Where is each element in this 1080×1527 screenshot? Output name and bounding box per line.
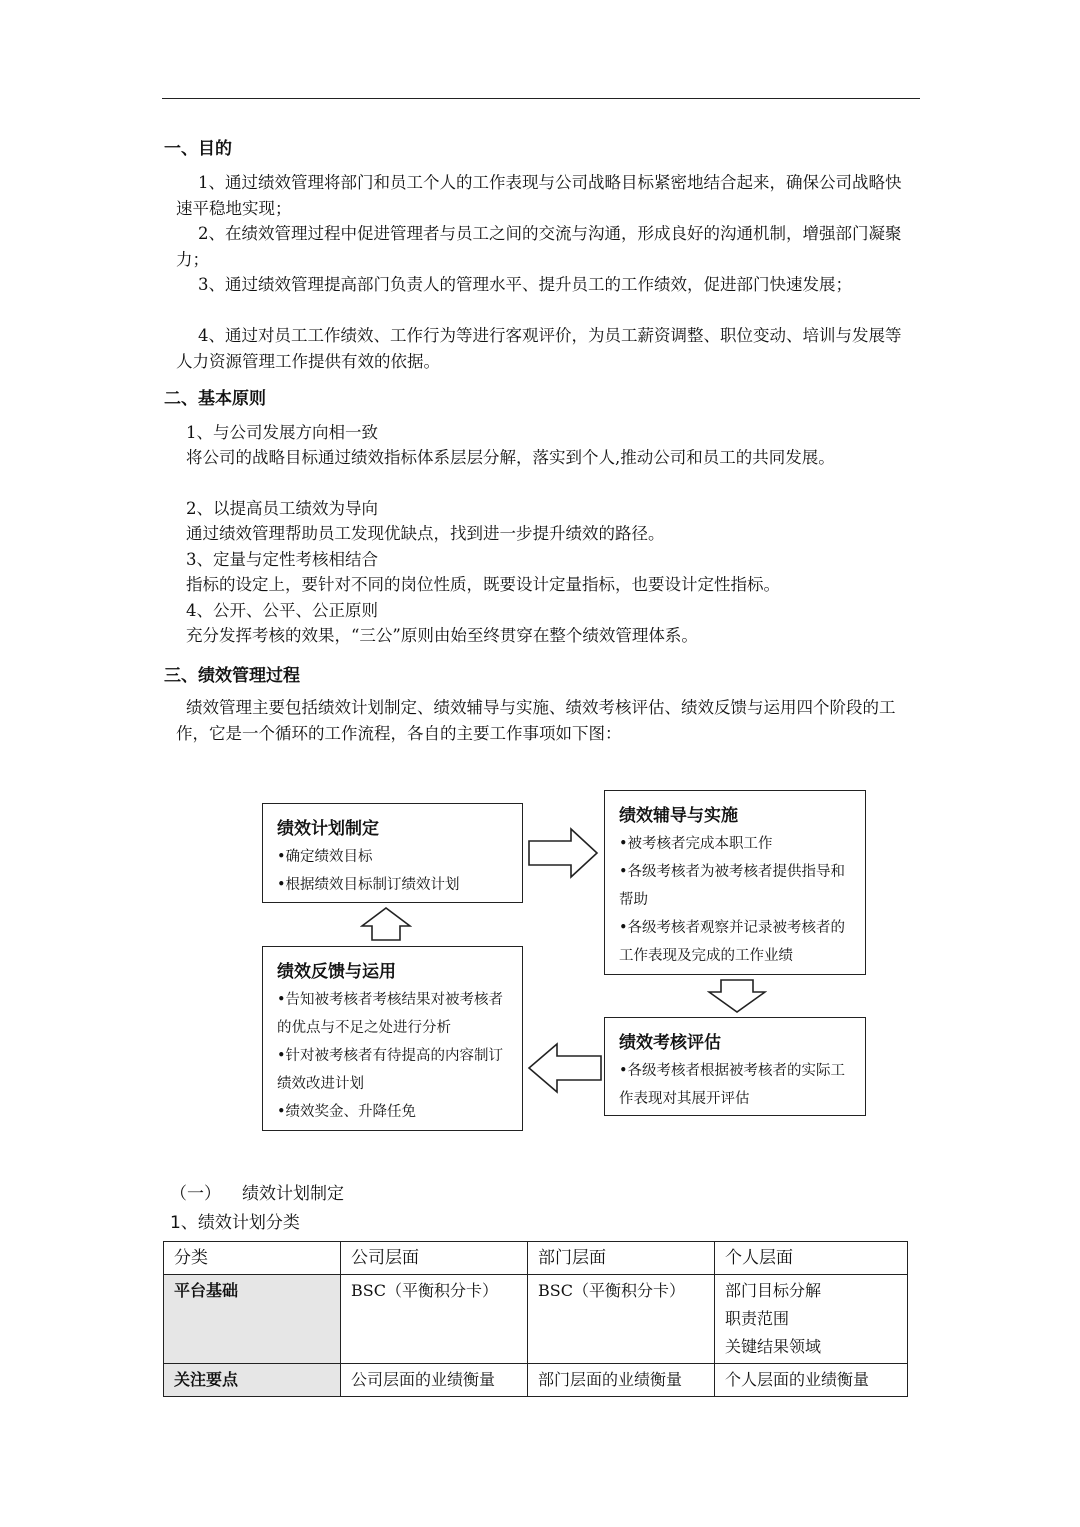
table-cell: [341, 1364, 528, 1397]
table-cell-line: 职责范围: [725, 1309, 790, 1328]
subsection-item: 1、绩效计划分类: [170, 1213, 300, 1233]
subsection-number: （一）: [170, 1184, 221, 1204]
principle-1-body: 将公司的战略目标通过绩效指标体系层层分解，落实到个人,推动公司和员工的共同发展。: [186, 448, 835, 467]
flow-box-assess-item: •各级考核者根据被考核者的实际工作表现对其展开评估: [619, 1063, 846, 1107]
table-cell: [341, 1275, 528, 1364]
arrow-left-icon: [527, 1042, 603, 1094]
flow-box-plan-title: 绩效计划制定: [277, 819, 379, 839]
section-title-process: 三、绩效管理过程: [164, 666, 300, 686]
flow-box-assess-title: 绩效考核评估: [619, 1033, 721, 1053]
arrow-down-icon: [707, 978, 767, 1014]
principle-3-body: 指标的设定上，要针对不同的岗位性质，既要设计定量指标，也要设计定性指标。: [186, 575, 780, 594]
process-intro: 绩效管理主要包括绩效计划制定、绩效辅导与实施、绩效考核评估、绩效反馈与运用四个阶段的工作，它是一个循环的工作流程，各自的主要工作事项如下图：: [176, 698, 896, 743]
flow-box-plan: [262, 803, 523, 903]
purpose-item-1: 1、通过绩效管理将部门和员工个人的工作表现与公司战略目标紧密地结合起来，确保公司战略快速平稳地实现；: [176, 173, 902, 218]
table-header-cell: 部门层面: [528, 1242, 715, 1275]
principle-3-head: 3、定量与定性考核相结合: [186, 550, 378, 569]
principle-2-body: 通过绩效管理帮助员工发现优缺点，找到进一步提升绩效的路径。: [186, 524, 665, 543]
table-row-label: 平台基础: [164, 1275, 341, 1364]
table-cell-line: 部门目标分解: [725, 1281, 822, 1300]
table-cell-line: 关键结果领域: [725, 1337, 822, 1356]
table-header-cell: 分类: [164, 1242, 341, 1275]
flow-box-feedback-item: •告知被考核者考核结果对被考核者的优点与不足之处进行分析: [277, 992, 504, 1036]
section-title-purpose: 一、目的: [164, 139, 232, 159]
header-rule: [162, 98, 920, 99]
arrow-right-icon: [527, 827, 599, 879]
principle-4-head: 4、公开、公平、公正原则: [186, 601, 378, 620]
subsection-title: 绩效计划制定: [242, 1184, 344, 1204]
table-header-row: [164, 1242, 908, 1275]
table-row: [164, 1364, 908, 1397]
section-title-principles: 二、基本原则: [164, 389, 266, 409]
table-cell: [528, 1275, 715, 1364]
table-cell-line: 公司层面的业绩衡量: [351, 1370, 496, 1389]
table-cell-line: 个人层面的业绩衡量: [725, 1370, 870, 1389]
flow-box-feedback: [262, 946, 523, 1131]
table-row: [164, 1275, 908, 1364]
arrow-up-icon: [360, 906, 412, 942]
flow-box-coach-item: •被考核者完成本职工作: [619, 836, 773, 852]
flow-box-plan-item: •确定绩效目标: [277, 849, 373, 865]
table-cell: [528, 1364, 715, 1397]
purpose-item-3: 3、通过绩效管理提高部门负责人的管理水平、提升员工的工作绩效，促进部门快速发展；: [198, 275, 852, 294]
flow-box-coach-title: 绩效辅导与实施: [619, 806, 738, 826]
purpose-item-4: 4、通过对员工工作绩效、工作行为等进行客观评价，为员工薪资调整、职位变动、培训与发展等人力资源管理工作提供有效的依据。: [176, 326, 902, 371]
table-cell: [715, 1364, 908, 1397]
purpose-item-2: 2、在绩效管理过程中促进管理者与员工之间的交流与沟通，形成良好的沟通机制，增强部门凝聚力；: [176, 224, 902, 269]
flow-box-coach-item: •各级考核者为被考核者提供指导和帮助: [619, 864, 846, 908]
table-cell-line: BSC（平衡积分卡）: [351, 1281, 498, 1300]
principle-4-body: 充分发挥考核的效果，“三公”原则由始至终贯穿在整个绩效管理体系。: [186, 626, 698, 645]
flow-box-assess: [604, 1017, 866, 1116]
principle-2-head: 2、以提高员工绩效为导向: [186, 499, 378, 518]
flow-box-coach-item: •各级考核者观察并记录被考核者的工作表现及完成的工作业绩: [619, 920, 846, 964]
principle-1-head: 1、与公司发展方向相一致: [186, 423, 378, 442]
table-cell: [715, 1275, 908, 1364]
flow-box-feedback-item: •绩效奖金、升降任免: [277, 1104, 417, 1120]
flow-box-coach: [604, 790, 866, 975]
flow-box-plan-item: •根据绩效目标制订绩效计划: [277, 877, 460, 893]
flow-box-feedback-item: •针对被考核者有待提高的内容制订绩效改进计划: [277, 1048, 504, 1092]
table-cell-line: BSC（平衡积分卡）: [538, 1281, 685, 1300]
table-header-cell: 个人层面: [715, 1242, 908, 1275]
plan-category-table: [163, 1241, 908, 1397]
flow-box-feedback-title: 绩效反馈与运用: [277, 962, 396, 982]
table-row-label: 关注要点: [164, 1364, 341, 1397]
table-header-cell: 公司层面: [341, 1242, 528, 1275]
table-cell-line: 部门层面的业绩衡量: [538, 1370, 683, 1389]
